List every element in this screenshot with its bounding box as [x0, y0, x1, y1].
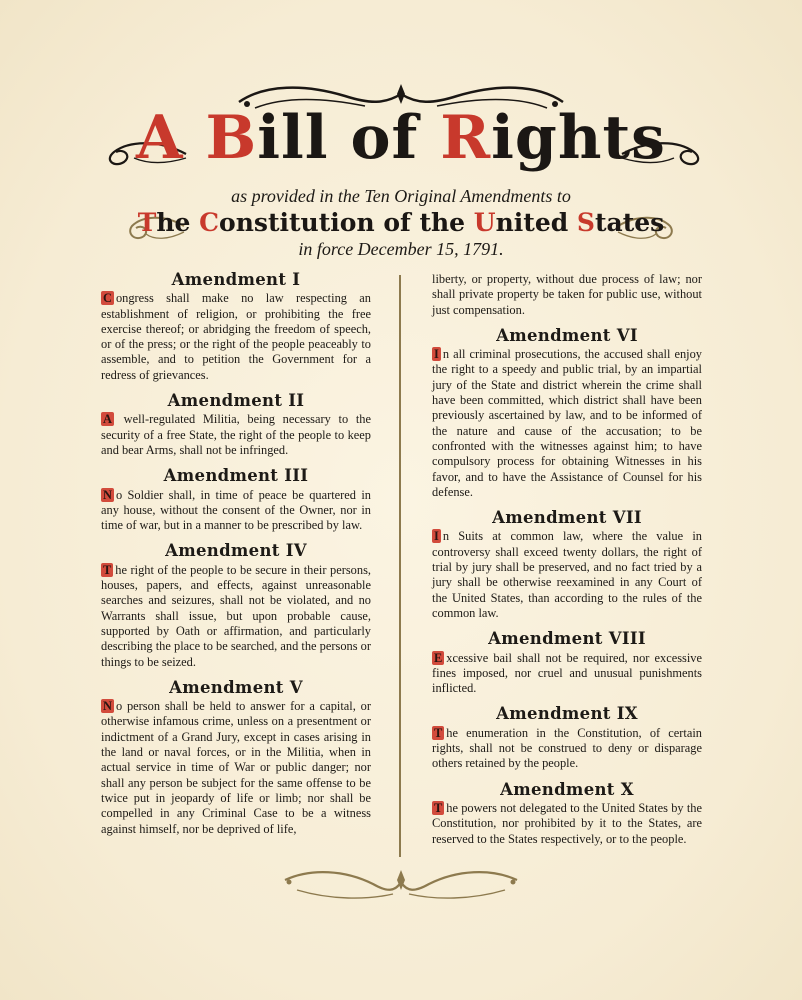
- drop-cap: T: [103, 562, 112, 577]
- title-cap-r: R: [440, 103, 492, 173]
- const-united-rest: nited: [495, 208, 577, 237]
- amendment-text: [101, 699, 371, 837]
- amendment-text: [101, 412, 371, 458]
- left-column: [101, 272, 371, 847]
- title-bill-rest: ill of: [257, 103, 441, 173]
- amendment-title: Amendment I: [171, 270, 301, 289]
- amendment-body: o person shall be held to answer for a capital, or otherwise infamous crime, unless on a presentment or indictment of a Grand Jury, except in cases arising in the land or naval forces, or in the Militia, when in actual service in time of War or public danger; nor shall any person be subject for the same offense to be twice put in jeopardy of life or limb; nor shall be compelled in any Criminal Case to be a witness against himself, nor be deprived of life,: [101, 699, 371, 836]
- amendment-title: Amendment IX: [496, 704, 638, 724]
- amendment-title: Amendment IV: [165, 541, 307, 561]
- drop-cap: E: [434, 650, 443, 665]
- amendment-body: he powers not delegated to the United States by the Constitution, nor prohibited by it to the States, are reserved to the States respectively, or to the people.: [432, 800, 702, 846]
- amendment-body: well-regulated Militia, being necessary to the security of a free State, the right of the people to keep and bear Arms, shall not be infringed.: [101, 412, 371, 457]
- amendment-body: xcessive bail shall not be required, nor excessive fines imposed, nor cruel and unusual punishments inflicted.: [432, 650, 702, 696]
- amendment-body: he right of the people to be secure in their persons, houses, papers, and effects, against unreasonable searches and seizures, shall not be violated, and no Warrants shall issue, but upon probable cause, supported by Oath or affirmation, and particularly describing the place to be searched, and the persons or things to be seized.: [101, 562, 371, 669]
- drop-cap: A: [103, 412, 112, 427]
- in-force-date: in force December 15, 1791.: [298, 239, 504, 259]
- drop-cap: T: [434, 800, 443, 815]
- drop-cap: N: [103, 699, 112, 714]
- amendment-continuation-text: [432, 272, 702, 318]
- amendment-title: Amendment VI: [496, 325, 638, 345]
- right-column: [432, 272, 702, 857]
- title-space: [184, 103, 206, 173]
- amendment-text: [101, 291, 371, 383]
- drop-cap: I: [434, 529, 439, 544]
- const-the-rest: he: [156, 208, 200, 237]
- amendment-body: n all criminal prosecutions, the accused shall enjoy the right to a speedy and public trial, by an impartial jury of the State and district wherein the crime shall have been committed, which district shall have been previously ascertained by law, and to be informed of the nature and cause of the accusation; to be confronted with the witnesses against him; to have compulsory process for obtaining Witnesses in his favor, and to have the Assistance of Counsel for his defense.: [432, 347, 702, 499]
- amendment-title: Amendment V: [169, 677, 303, 697]
- const-cap-u: U: [473, 208, 496, 237]
- drop-cap: T: [434, 725, 443, 740]
- drop-cap: I: [434, 347, 439, 362]
- const-states-rest: tates: [594, 208, 665, 237]
- amendment-title: Amendment II: [167, 391, 305, 411]
- document-title: [0, 103, 802, 173]
- amendment-text: [432, 347, 702, 500]
- amendment-text: [432, 529, 702, 621]
- const-constitution-rest: onstitution of the: [219, 208, 474, 237]
- amendment-body: o Soldier shall, in time of peace be quartered in any house, without the consent of the Owner, nor in time of war, but in a manner to be prescribed by law.: [101, 487, 371, 533]
- amendment-body: liberty, or property, without due process of law; nor shall private property be taken for public use, without just compensation.: [432, 272, 702, 317]
- amendment-text: [101, 488, 371, 534]
- amendment-title: Amendment VIII: [488, 629, 646, 649]
- amendment-title: Amendment VII: [492, 508, 642, 528]
- amendment-body: he enumeration in the Constitution, of certain rights, shall not be construed to deny or disparage others retained by the people.: [432, 725, 702, 771]
- amendment-text: [101, 563, 371, 670]
- bottom-gold-flourish-ornament: [281, 866, 521, 908]
- const-cap-c: C: [199, 208, 220, 237]
- amendment-text: [432, 726, 702, 772]
- amendment-body: ongress shall make no law respecting an establishment of religion, or prohibiting the free exercise thereof; or abridging the freedom of speech, or of the press; or the right of the people peaceably to assemble, and to petition the Government for a redress of grievances.: [101, 291, 371, 382]
- amendment-title: Amendment X: [500, 779, 634, 799]
- amendment-title: Amendment III: [163, 466, 309, 486]
- drop-cap: N: [103, 487, 112, 502]
- column-divider: [399, 275, 401, 857]
- subtitle: as provided in the Ten Original Amendments to: [231, 186, 571, 206]
- drop-cap: C: [103, 291, 112, 306]
- title-rights-rest: ights: [491, 103, 666, 173]
- constitution-heading: [0, 208, 802, 237]
- const-cap-t: T: [137, 208, 157, 237]
- amendment-text: [432, 651, 702, 697]
- amendment-text: [432, 801, 702, 847]
- amendment-body: n Suits at common law, where the value in controversy shall exceed twenty dollars, the right of trial by jury shall be preserved, and no fact tried by a jury shall be otherwise reexamined in any Court of the United States, than according to the rules of the common law.: [432, 529, 702, 620]
- title-cap-b: B: [205, 103, 258, 173]
- const-cap-s: S: [576, 208, 595, 237]
- title-cap-a: A: [136, 103, 184, 173]
